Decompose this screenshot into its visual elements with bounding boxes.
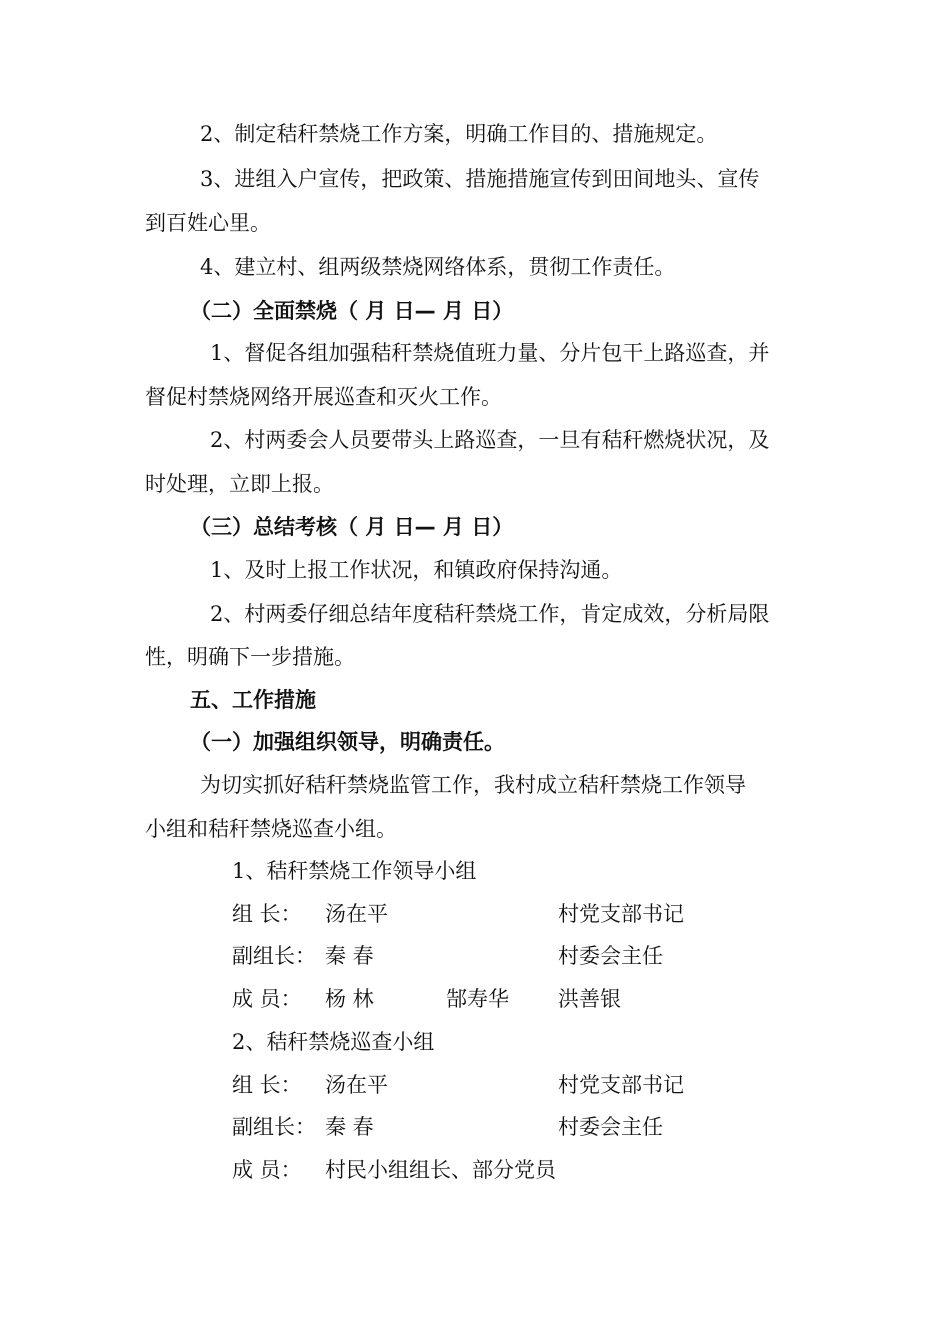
- member-role: 组 长：: [232, 902, 302, 926]
- group-title-leadership: 1、秸秆禁烧工作领导小组: [232, 859, 477, 883]
- member-name: 村民小组组长、部分党员: [325, 1158, 556, 1182]
- member-row: [232, 1156, 832, 1184]
- section-heading-measures: 五、工作措施: [190, 688, 316, 712]
- member-role: 副组长：: [232, 1115, 316, 1139]
- section-heading-summary: （三）总结考核（ 月 日— 月 日）: [190, 515, 514, 539]
- member-name: 汤在平: [325, 1073, 388, 1097]
- member-name: 杨 林: [325, 987, 374, 1011]
- section-heading-ban: （二）全面禁烧（ 月 日— 月 日）: [190, 299, 514, 323]
- paragraph-summary-2-cont: 性，明确下一步措施。: [145, 645, 355, 669]
- member-role: 副组长：: [232, 944, 316, 968]
- paragraph-organization: 为切实抓好秸秆禁烧监管工作，我村成立秸秆禁烧工作领导: [200, 773, 746, 797]
- member-role: 成 员：: [232, 1158, 302, 1182]
- member-name-extra: 郜寿华: [446, 987, 509, 1011]
- paragraph-ban-2-cont: 时处理，立即上报。: [145, 472, 334, 496]
- member-role: 成 员：: [232, 987, 302, 1011]
- member-row: [232, 985, 832, 1013]
- member-title: 洪善银: [558, 987, 621, 1011]
- member-title: 村党支部书记: [558, 1073, 684, 1097]
- member-row: [232, 1071, 832, 1099]
- paragraph-ban-2: 2、村两委会人员要带头上路巡查，一旦有秸秆燃烧状况，及: [210, 428, 770, 452]
- paragraph-organization-cont: 小组和秸秆禁烧巡查小组。: [145, 817, 397, 841]
- paragraph-summary-2: 2、村两委仔细总结年度秸秆禁烧工作，肯定成效，分析局限: [210, 602, 770, 626]
- paragraph-item-4: 4、建立村、组两级禁烧网络体系，贯彻工作责任。: [200, 255, 676, 279]
- member-row: [232, 1113, 832, 1141]
- member-role: 组 长：: [232, 1073, 302, 1097]
- member-row: [232, 942, 832, 970]
- subsection-heading-organization: （一）加强组织领导，明确责任。: [190, 730, 505, 754]
- paragraph-ban-1: 1、督促各组加强秸秆禁烧值班力量、分片包干上路巡查，并: [210, 341, 770, 365]
- paragraph-item-3: 3、进组入户宣传，把政策、措施措施宣传到田间地头、宣传: [200, 167, 760, 191]
- member-title: 村党支部书记: [558, 902, 684, 926]
- member-title: 村委会主任: [558, 944, 663, 968]
- member-name: 秦 春: [325, 944, 374, 968]
- member-name: 秦 春: [325, 1115, 374, 1139]
- member-row: [232, 900, 832, 928]
- paragraph-summary-1: 1、及时上报工作状况，和镇政府保持沟通。: [210, 558, 623, 582]
- member-name: 汤在平: [325, 902, 388, 926]
- paragraph-ban-1-cont: 督促村禁烧网络开展巡查和灭火工作。: [145, 385, 502, 409]
- member-title: 村委会主任: [558, 1115, 663, 1139]
- paragraph-item-3-cont: 到百姓心里。: [145, 211, 271, 235]
- paragraph-item-2: 2、制定秸秆禁烧工作方案，明确工作目的、措施规定。: [200, 122, 718, 146]
- group-title-patrol: 2、秸秆禁烧巡查小组: [232, 1030, 435, 1054]
